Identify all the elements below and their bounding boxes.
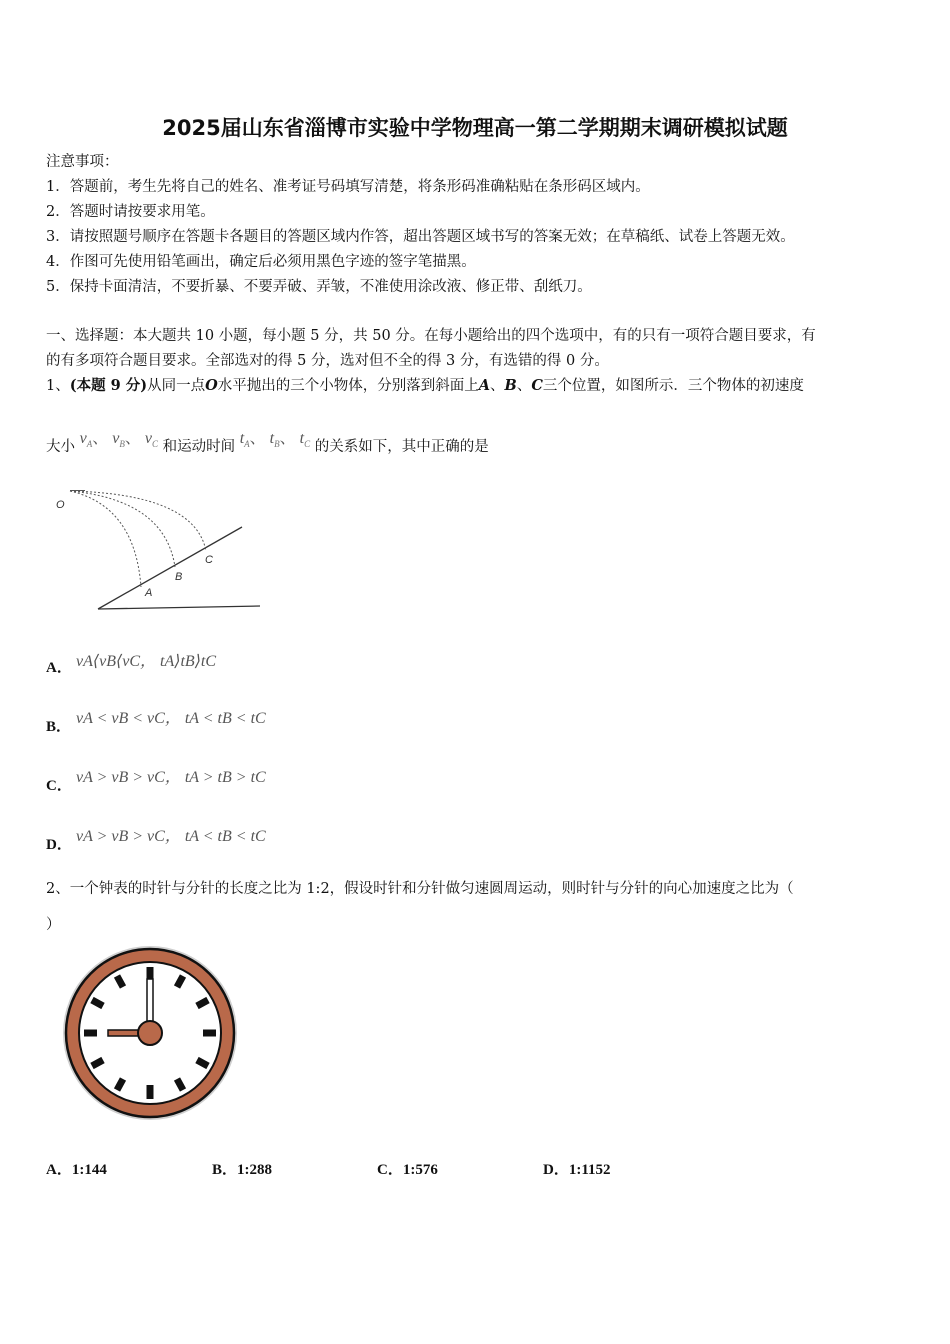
trajectory-a [70, 491, 141, 587]
section-intro-line-1: 一、选择题：本大题共 10 小题，每小题 5 分，共 50 分。在每小题给出的四个选项中，有的只有一项符合题目要求，有 [46, 328, 816, 344]
q1-text: 水平抛出的三个小物体，分别落到斜面上 [217, 378, 479, 394]
q1-text: 的关系如下，其中正确的是 [314, 439, 489, 455]
q1-text: 三个位置，如图所示．三个物体的初速度 [542, 378, 804, 394]
option-label: B． [212, 1162, 238, 1178]
q1-tag: (本题 9 分) [69, 377, 148, 394]
option-label: C． [377, 1162, 403, 1178]
label-b: B [175, 571, 183, 583]
clock-center [138, 1021, 162, 1045]
option-value: 1:288 [237, 1162, 273, 1178]
q1-projectile-figure [50, 484, 270, 614]
notice-item-3: 3．请按照题号顺序在答题卡各题目的答题区域内作答，超出答题区域书写的答案无效；在草稿纸、试卷上答题无效。 [46, 229, 795, 245]
option-value: 1:1152 [568, 1162, 611, 1178]
q2-clock-figure [58, 945, 240, 1121]
q1-sep: 、 [516, 378, 532, 394]
q1-option-b[interactable] [46, 707, 446, 737]
option-value: 1:576 [402, 1162, 438, 1178]
q1-option-d[interactable] [46, 825, 446, 855]
q2-option-a[interactable] [46, 1158, 107, 1179]
ground-line [98, 606, 260, 609]
q1-point-c: C [531, 377, 543, 394]
q1-point-a: A [478, 377, 491, 394]
trajectory-c [70, 491, 206, 551]
notice-heading: 注意事项： [46, 154, 119, 170]
q2-stem-line-2: ） [46, 917, 61, 933]
q1-option-a[interactable] [46, 648, 446, 678]
q2-option-c[interactable] [377, 1158, 438, 1179]
q1-point-b: B [504, 377, 517, 394]
option-label: D． [543, 1162, 569, 1178]
q1-text: 大小 [46, 439, 75, 455]
option-label: B． [46, 719, 72, 735]
option-expression: vA > vB > vC， tA < tB < tC [76, 828, 266, 845]
option-label: C． [46, 778, 72, 794]
incline-line [98, 527, 242, 609]
option-expression: vA < vB < vC， tA < tB < tC [76, 710, 266, 727]
notice-item-4: 4．作图可先使用铅笔画出，确定后必须用黑色字迹的签字笔描黑。 [46, 254, 476, 270]
option-label: A． [46, 660, 72, 676]
q1-stem-line-2 [46, 430, 489, 465]
q1-time-symbols: $t_A$、 $t_B$、 $t_C$ [239, 430, 311, 450]
label-a: A [145, 587, 153, 599]
option-label: D． [46, 837, 72, 853]
q2-option-d[interactable] [543, 1158, 611, 1179]
q1-sep: 、 [490, 378, 505, 394]
q2-option-b[interactable] [212, 1158, 272, 1179]
notice-item-5: 5．保持卡面清洁，不要折暴、不要弄破、弄皱，不准使用涂改液、修正带、刮纸刀。 [46, 279, 592, 295]
option-value: 1:144 [71, 1162, 107, 1178]
q1-option-c[interactable] [46, 766, 446, 796]
q1-stem-line-1 [46, 376, 804, 396]
option-expression: vA⟨vB⟨vC， tA⟩tB⟩tC [76, 653, 217, 670]
q1-text: 从同一点 [147, 378, 206, 394]
notice-item-1: 1．答题前，考生先将自己的姓名、准考证号码填写清楚，将条形码准确粘贴在条形码区域内。 [46, 179, 650, 195]
label-o: O [56, 499, 65, 511]
trajectory-b [70, 491, 175, 567]
q1-velocity-symbols: $v_A$、 $v_B$、 $v_C$ [79, 430, 158, 450]
option-label: A． [46, 1162, 72, 1178]
q2-stem-line-1: 2、一个钟表的时针与分针的长度之比为 1:2，假设时针和分针做匀速圆周运动，则时针与分针的向心加速度之比为（ [46, 881, 794, 897]
option-expression: vA > vB > vC， tA > tB > tC [76, 769, 266, 786]
q1-number: 1、 [46, 378, 70, 394]
notice-item-2: 2．答题时请按要求用笔。 [46, 204, 215, 220]
section-intro-line-2: 的有多项符合题目要求。全部选对的得 5 分，选对但不全的得 3 分，有选错的得 0 分。 [46, 353, 609, 369]
page-title: 2025届山东省淄博市实验中学物理高一第二学期期末调研模拟试题 [162, 116, 788, 140]
label-c: C [205, 554, 213, 566]
q1-point-o: O [205, 377, 218, 394]
q1-text: 和运动时间 [162, 439, 236, 455]
